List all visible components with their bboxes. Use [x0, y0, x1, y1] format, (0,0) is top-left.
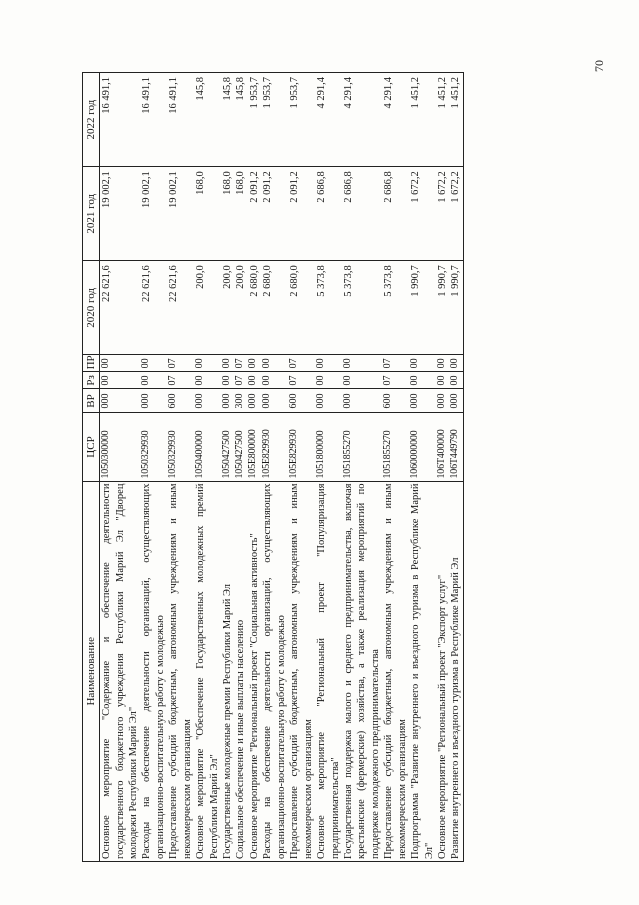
cell-pr	[315, 355, 342, 372]
cell-vr	[221, 389, 261, 413]
cell-2021	[382, 167, 409, 261]
cell-2020-value: 200,0	[222, 265, 234, 289]
cell-rz-value: 00	[448, 375, 460, 386]
cell-2020	[288, 261, 315, 355]
cell-csr	[140, 413, 167, 481]
cell-csr-value: 1060000000	[409, 430, 421, 479]
cell-2021	[221, 167, 261, 261]
cell-name	[194, 481, 221, 861]
cell-pr	[342, 355, 382, 372]
cell-pr	[221, 355, 261, 372]
cell-pr	[167, 355, 194, 372]
cell-2022	[261, 73, 288, 167]
cell-2020-value: 5 373,8	[316, 265, 328, 297]
cell-2022	[221, 73, 261, 167]
cell-rz-value: 00	[341, 375, 353, 386]
cell-2021	[315, 167, 342, 261]
cell-name	[382, 481, 409, 861]
cell-rz	[315, 372, 342, 389]
cell-csr	[288, 413, 315, 481]
page-number: 70	[592, 60, 606, 72]
cell-rz-value: 07	[288, 375, 300, 386]
cell-pr	[288, 355, 315, 372]
cell-csr-value: 1050427500	[221, 430, 233, 479]
cell-2021	[342, 167, 382, 261]
cell-2020	[221, 261, 261, 355]
cell-pr-value: 07	[288, 358, 300, 369]
row-name-text: Расходы на обеспечение деятельности организаций, осуществляющих организационно-воспитательную работу с молодежью	[141, 483, 166, 859]
cell-2020	[409, 261, 436, 355]
cell-vr	[261, 389, 288, 413]
cell-csr-value: 1050300000	[100, 430, 112, 479]
cell-2021-value: 19 002,1	[168, 171, 180, 208]
cell-2020	[140, 261, 167, 355]
table-row	[261, 73, 288, 862]
cell-2021	[261, 167, 288, 261]
cell-rz-value: 07	[382, 375, 394, 386]
cell-csr-value: 105E829930	[288, 429, 300, 479]
row-name-text: Предоставление субсидий бюджетным, автономным учреждениям и иным некоммерческим организациям	[289, 483, 314, 859]
cell-2021-value: 2 091,2	[289, 171, 301, 203]
cell-pr	[100, 355, 141, 372]
cell-vr	[382, 389, 409, 413]
cell-2021	[436, 167, 463, 261]
row-name-text: Подпрограмма "Развитие внутреннего и въездного туризма в Республике Марий Эл"	[410, 483, 435, 859]
cell-2022-value: 1 953,7	[289, 77, 301, 109]
header-2022: 2022 год	[83, 73, 100, 167]
header-rz: Рз	[83, 372, 100, 389]
cell-2020-value: 2 680,0	[262, 265, 274, 297]
cell-rz-value: 00	[140, 375, 152, 386]
table-row	[315, 73, 342, 862]
cell-2022-value: 1 953,7	[248, 77, 260, 109]
cell-pr-value: 00	[261, 358, 273, 369]
cell-2021-value: 2 686,8	[316, 171, 328, 203]
row-name-text: Основное мероприятие "Региональный проект "Популяризация предпринимательства"	[316, 483, 341, 859]
cell-name	[288, 481, 315, 861]
cell-pr-value: 00	[341, 358, 353, 369]
cell-2020	[100, 261, 141, 355]
cell-csr	[167, 413, 194, 481]
budget-table-page	[82, 72, 557, 862]
cell-2022-value: 1 953,7	[262, 77, 274, 109]
cell-vr-value: 000	[448, 393, 460, 409]
cell-2021-value: 2 091,2	[248, 171, 260, 203]
cell-2021	[288, 167, 315, 261]
cell-csr	[261, 413, 288, 481]
row-name-text: Основное мероприятие "Обеспечение Государственных молодежных премий Республики Марий Эл"	[195, 483, 220, 859]
row-name-text: Основное мероприятие "Региональный проект "Экспорт услуг"	[437, 574, 449, 859]
cell-rz-value: 00	[246, 375, 258, 386]
cell-2020	[194, 261, 221, 355]
cell-pr-value: 00	[409, 358, 421, 369]
cell-rz-value: 00	[194, 375, 206, 386]
cell-2022	[194, 73, 221, 167]
cell-vr-value: 000	[100, 393, 112, 409]
cell-csr-value: 1050329930	[140, 430, 152, 479]
cell-2022-value: 1 451,2	[437, 77, 449, 109]
cell-pr	[436, 355, 463, 372]
cell-2021	[100, 167, 141, 261]
budget-table	[82, 72, 464, 862]
cell-csr	[315, 413, 342, 481]
cell-csr-value: 106T449790	[448, 429, 460, 479]
cell-2022-value: 16 491,1	[168, 77, 180, 114]
cell-2022-value: 145,8	[195, 77, 207, 101]
cell-csr-value: 1051800000	[315, 430, 327, 479]
cell-pr	[261, 355, 288, 372]
row-name-text: Предоставление субсидий бюджетным, автономным учреждениям и иным некоммерческим организациям	[168, 483, 193, 859]
cell-2020-value: 22 621,6	[141, 265, 153, 303]
table-row	[194, 73, 221, 862]
cell-rz	[140, 372, 167, 389]
header-csr: ЦСР	[83, 413, 100, 481]
cell-name	[409, 481, 436, 861]
cell-2022	[288, 73, 315, 167]
cell-vr	[342, 389, 382, 413]
header-2020: 2020 год	[83, 261, 100, 355]
cell-2020-value: 200,0	[195, 265, 207, 289]
table-row	[100, 73, 141, 862]
cell-2022	[409, 73, 436, 167]
cell-name	[436, 481, 463, 861]
cell-2022	[436, 73, 463, 167]
cell-pr	[382, 355, 409, 372]
cell-2022	[140, 73, 167, 167]
table-row	[342, 73, 382, 862]
cell-rz	[194, 372, 221, 389]
cell-2022-value: 16 491,1	[141, 77, 153, 114]
cell-vr	[436, 389, 463, 413]
cell-rz	[100, 372, 141, 389]
cell-csr-value: 1050400000	[194, 430, 206, 479]
cell-vr-value: 000	[221, 393, 233, 409]
cell-2022	[342, 73, 382, 167]
cell-2020	[342, 261, 382, 355]
table-header-row	[83, 73, 100, 862]
cell-rz	[409, 372, 436, 389]
header-pr: ПР	[83, 355, 100, 372]
cell-vr	[288, 389, 315, 413]
cell-rz-value: 00	[436, 375, 448, 386]
cell-name	[140, 481, 167, 861]
cell-2020-value: 1 990,7	[437, 265, 449, 297]
cell-rz-value: 07	[233, 375, 245, 386]
header-vr: ВР	[83, 389, 100, 413]
cell-rz	[288, 372, 315, 389]
cell-2022-value: 4 291,4	[342, 77, 354, 109]
cell-2022	[167, 73, 194, 167]
cell-csr	[382, 413, 409, 481]
cell-2021	[167, 167, 194, 261]
cell-2022-value: 16 491,1	[101, 77, 113, 114]
cell-2021-value: 1 672,2	[450, 171, 462, 203]
cell-2020	[167, 261, 194, 355]
cell-vr-value: 000	[194, 393, 206, 409]
cell-pr-value: 00	[246, 358, 258, 369]
table-row	[436, 73, 463, 862]
row-name-text: Развитие внутреннего и въездного туризма в Республике Марий Эл	[450, 557, 462, 859]
cell-2020	[436, 261, 463, 355]
cell-2021	[140, 167, 167, 261]
cell-vr-value: 600	[167, 393, 179, 409]
cell-vr	[140, 389, 167, 413]
cell-pr-value: 07	[233, 358, 245, 369]
cell-csr	[409, 413, 436, 481]
table-row	[409, 73, 436, 862]
table-row	[140, 73, 167, 862]
cell-rz	[382, 372, 409, 389]
cell-name	[100, 481, 141, 861]
cell-2020-value: 5 373,8	[383, 265, 395, 297]
cell-csr-value: 1050427500	[233, 430, 245, 479]
cell-rz-value: 07	[167, 375, 179, 386]
cell-rz-value: 00	[261, 375, 273, 386]
cell-vr-value: 600	[288, 393, 300, 409]
cell-pr-value: 00	[221, 358, 233, 369]
cell-2021-value: 1 672,2	[410, 171, 422, 203]
cell-vr-value: 000	[140, 393, 152, 409]
cell-vr	[194, 389, 221, 413]
table-row	[288, 73, 315, 862]
cell-2020-value: 2 680,0	[289, 265, 301, 297]
cell-2022-value: 4 291,4	[316, 77, 328, 109]
cell-csr-value: 1051855270	[382, 430, 394, 479]
cell-rz	[342, 372, 382, 389]
cell-2022	[100, 73, 141, 167]
cell-2020-value: 22 621,6	[168, 265, 180, 303]
header-name: Наименование	[83, 481, 100, 861]
cell-2021-value: 2 686,8	[383, 171, 395, 203]
cell-2020-value: 1 990,7	[450, 265, 462, 297]
cell-vr	[100, 389, 141, 413]
cell-vr-value: 000	[246, 393, 258, 409]
cell-pr	[194, 355, 221, 372]
cell-rz-value: 00	[315, 375, 327, 386]
cell-vr	[167, 389, 194, 413]
cell-csr-value: 105E829930	[261, 429, 273, 479]
cell-pr-value: 00	[194, 358, 206, 369]
table-row	[167, 73, 194, 862]
cell-pr-value: 00	[448, 358, 460, 369]
cell-vr-value: 000	[409, 393, 421, 409]
cell-2021	[409, 167, 436, 261]
cell-csr	[436, 413, 463, 481]
table-row	[382, 73, 409, 862]
row-name-text: Расходы на обеспечение деятельности организаций, осуществляющих организационно-воспитательную работу с молодежью	[262, 483, 287, 859]
cell-2020	[382, 261, 409, 355]
cell-name	[342, 481, 382, 861]
cell-csr	[194, 413, 221, 481]
cell-name	[167, 481, 194, 861]
cell-name	[221, 481, 261, 861]
cell-2021	[194, 167, 221, 261]
cell-2022-value: 145,8	[235, 77, 247, 101]
cell-2020-value: 5 373,8	[342, 265, 354, 297]
header-2021: 2021 год	[83, 167, 100, 261]
cell-vr-value: 000	[436, 393, 448, 409]
cell-2020-value: 1 990,7	[410, 265, 422, 297]
cell-pr-value: 07	[382, 358, 394, 369]
cell-pr-value: 07	[167, 358, 179, 369]
cell-vr-value: 000	[261, 393, 273, 409]
cell-2022-value: 1 451,2	[450, 77, 462, 109]
cell-csr	[342, 413, 382, 481]
cell-csr	[221, 413, 261, 481]
cell-2022	[315, 73, 342, 167]
cell-pr	[140, 355, 167, 372]
cell-2020	[315, 261, 342, 355]
cell-pr-value: 00	[140, 358, 152, 369]
cell-name	[315, 481, 342, 861]
cell-2022	[382, 73, 409, 167]
cell-2021-value: 2 686,8	[342, 171, 354, 203]
cell-2020-value: 22 621,6	[101, 265, 113, 303]
cell-csr-value: 1051855270	[341, 430, 353, 479]
cell-pr-value: 00	[100, 358, 112, 369]
cell-pr-value: 00	[436, 358, 448, 369]
cell-2021-value: 2 091,2	[262, 171, 274, 203]
cell-rz-value: 00	[409, 375, 421, 386]
cell-rz	[261, 372, 288, 389]
cell-rz	[221, 372, 261, 389]
cell-2021-value: 1 672,2	[437, 171, 449, 203]
cell-2022-value: 145,8	[222, 77, 234, 101]
cell-vr-value: 000	[341, 393, 353, 409]
cell-2021-value: 168,0	[195, 171, 207, 195]
cell-pr-value: 00	[315, 358, 327, 369]
cell-name	[261, 481, 288, 861]
cell-2021-value: 19 002,1	[141, 171, 153, 208]
cell-2021-value: 168,0	[235, 171, 247, 195]
row-name-text: Основное мероприятие "Содержание и обеспечение деятельности государственного бюджетного учреждения Республики Марий Эл "Дворец молодежи Республики Марий Эл"	[101, 483, 139, 859]
cell-vr-value: 300	[233, 393, 245, 409]
table-row	[221, 73, 261, 862]
cell-2020-value: 200,0	[235, 265, 247, 289]
row-name-text: Предоставление субсидий бюджетным, автономным учреждениям и иным некоммерческим организациям	[383, 483, 408, 859]
cell-2021-value: 168,0	[222, 171, 234, 195]
cell-2020-value: 2 680,0	[248, 265, 260, 297]
table-body	[100, 73, 464, 862]
cell-2022-value: 4 291,4	[383, 77, 395, 109]
cell-csr-value: 106T400000	[436, 429, 448, 479]
cell-2022-value: 1 451,2	[410, 77, 422, 109]
cell-rz-value: 00	[221, 375, 233, 386]
cell-rz	[436, 372, 463, 389]
cell-vr-value: 600	[382, 393, 394, 409]
cell-rz-value: 00	[100, 375, 112, 386]
cell-csr-value: 105E800000	[246, 429, 258, 479]
row-name-text: Социальное обеспечение и иные выплаты населению	[235, 619, 247, 859]
cell-csr	[100, 413, 141, 481]
cell-vr	[409, 389, 436, 413]
row-name-text: Государственные молодежные премии Республики Марий Эл	[222, 583, 234, 859]
cell-pr	[409, 355, 436, 372]
cell-csr-value: 1050329930	[167, 430, 179, 479]
cell-2020	[261, 261, 288, 355]
cell-rz	[167, 372, 194, 389]
cell-2021-value: 19 002,1	[101, 171, 113, 208]
row-name-text: Основное мероприятие "Региональный проект "Социальная активность"	[248, 533, 260, 859]
cell-vr-value: 000	[315, 393, 327, 409]
row-name-text: Государственная поддержка малого и среднего предпринимательства, включая крестьянские (фермерские) хозяйства, а также реализация мероприятий по поддержке молодежного предпринимательства	[342, 483, 381, 859]
cell-vr	[315, 389, 342, 413]
